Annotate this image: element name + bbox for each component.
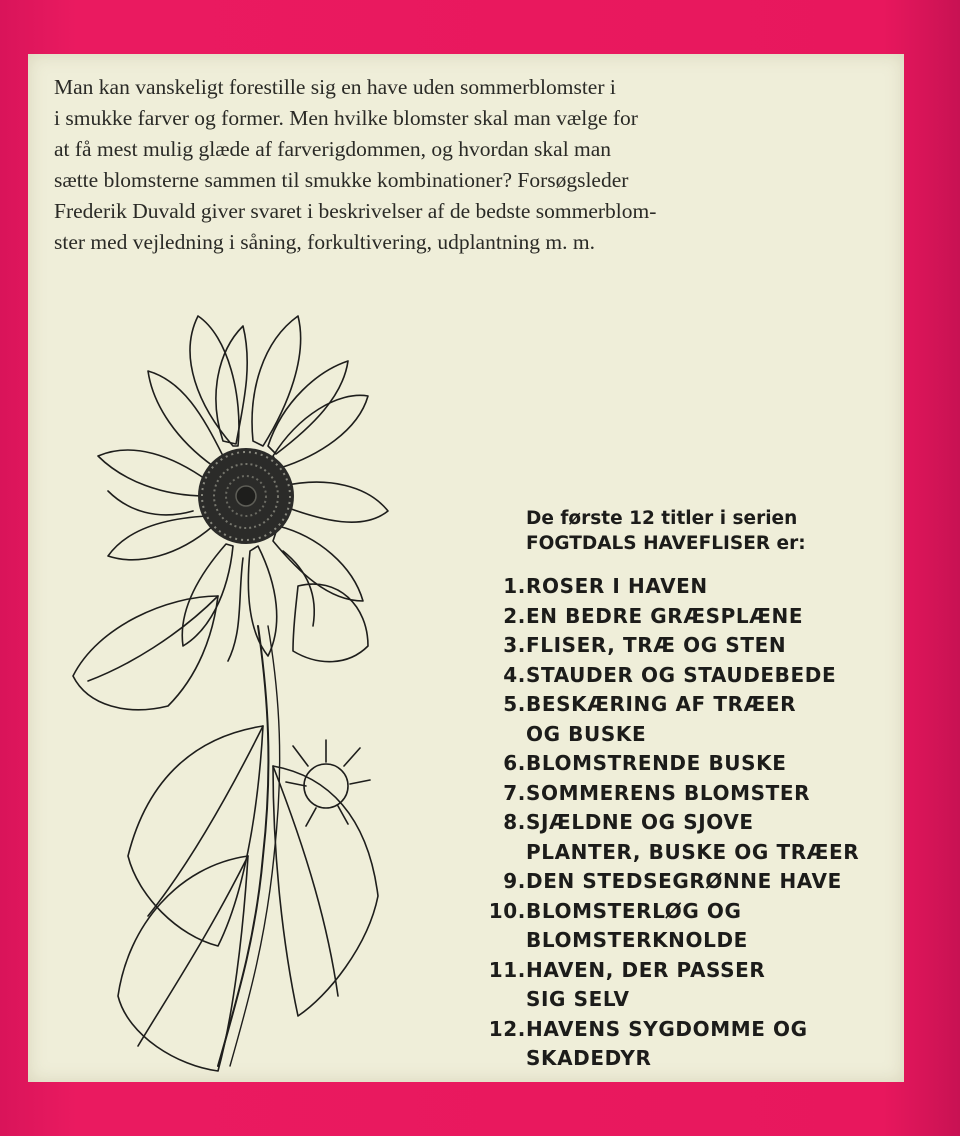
- list-item: [468, 602, 888, 632]
- item-number: 12.: [488, 1016, 526, 1041]
- list-item: [468, 661, 888, 691]
- item-number: 6.: [503, 751, 526, 775]
- series-intro-line: De første 12 titler i serien: [526, 508, 798, 529]
- item-title: BESKÆRING AF TRÆER OG BUSKE: [526, 692, 797, 746]
- list-item: [468, 690, 888, 749]
- description-line: i smukke farver og former. Men hvilke blomster skal man vælge for: [54, 106, 638, 130]
- sunflower-drawing-icon: [68, 296, 408, 1076]
- list-item: [468, 897, 888, 956]
- list-item: [468, 631, 888, 661]
- item-number: 1.: [503, 574, 526, 598]
- item-title: STAUDER OG STAUDEBEDE: [526, 662, 837, 687]
- list-item: [468, 867, 888, 897]
- item-number: 2.: [503, 603, 526, 628]
- description-line: Man kan vanskeligt forestille sig en have uden sommerblomster i: [54, 75, 616, 99]
- description-line: ster med vejledning i såning, forkultivering, udplantning m. m.: [54, 230, 595, 254]
- item-title: DEN STEDSEGRØNNE HAVE: [526, 869, 842, 893]
- item-number: 4.: [503, 662, 526, 687]
- item-title: HAVENS SYGDOMME OG SKADEDYR: [526, 1016, 808, 1070]
- item-title: SOMMERENS BLOMSTER: [526, 780, 811, 805]
- description-line: Frederik Duvald giver svaret i beskrivelser af de bedste sommerblom-: [54, 199, 657, 223]
- item-number: 9.: [503, 869, 526, 893]
- item-title: BLOMSTERLØG OG BLOMSTERKNOLDE: [526, 898, 748, 952]
- list-item: [468, 779, 888, 809]
- item-number: 11.: [488, 957, 526, 982]
- list-item: [468, 1015, 888, 1074]
- item-title: BLOMSTRENDE BUSKE: [526, 751, 787, 775]
- item-number: 7.: [503, 780, 526, 805]
- item-number: 5.: [503, 692, 526, 716]
- series-title-list: [468, 572, 888, 1074]
- item-title: ROSER I HAVEN: [526, 574, 708, 598]
- series-intro: [526, 506, 888, 556]
- list-item: [468, 808, 888, 867]
- list-item: [468, 956, 888, 1015]
- item-number: 8.: [503, 810, 526, 834]
- description-line: at få mest mulig glæde af farverigdommen, og hvordan skal man: [54, 137, 612, 161]
- series-list-block: [468, 506, 888, 1074]
- description-line: sætte blomsterne sammen til smukke kombinationer? Forsøgsleder: [54, 168, 629, 192]
- item-title: HAVEN, DER PASSER SIG SELV: [526, 957, 766, 1011]
- list-item: [468, 749, 888, 779]
- item-title: EN BEDRE GRÆSPLÆNE: [526, 603, 804, 628]
- description-text: [54, 72, 880, 258]
- item-title: SJÆLDNE OG SJOVE PLANTER, BUSKE OG TRÆER: [526, 810, 860, 864]
- list-item: [468, 572, 888, 602]
- series-intro-line: FOGTDALS HAVEFLISER er:: [526, 533, 806, 554]
- item-number: 10.: [488, 898, 526, 923]
- item-title: FLISER, TRÆ OG STEN: [526, 633, 787, 657]
- item-number: 3.: [503, 633, 526, 657]
